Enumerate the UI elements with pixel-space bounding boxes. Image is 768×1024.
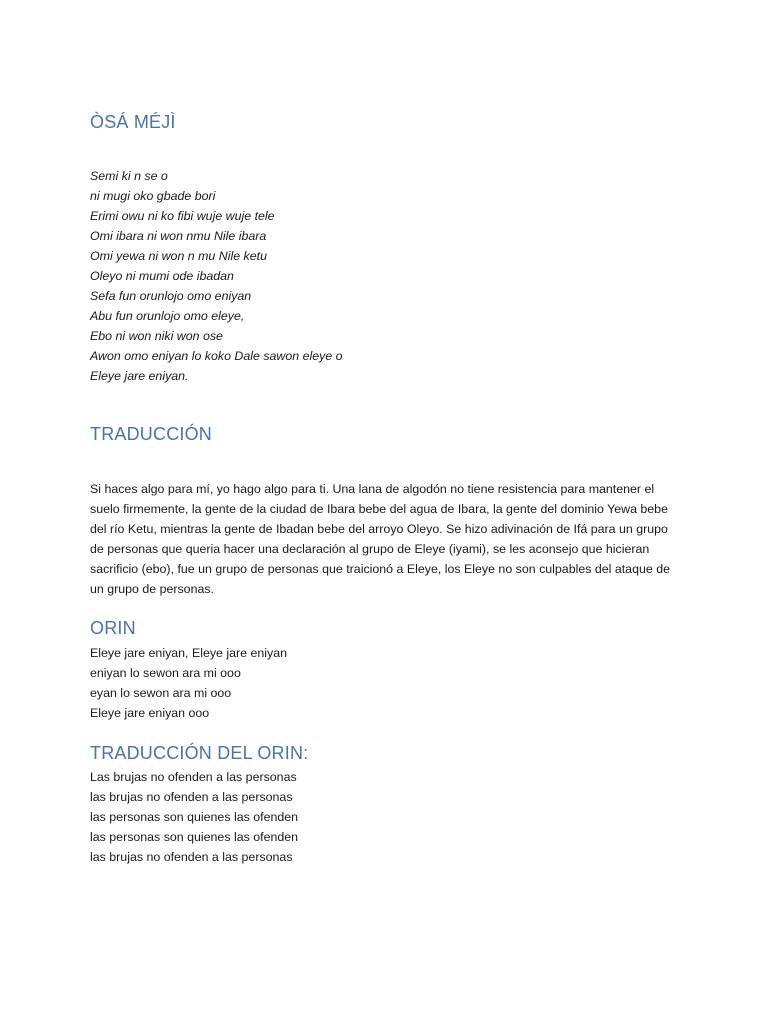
orin-translation-line: las brujas no ofenden a las personas — [90, 850, 293, 864]
verse-line: Omi yewa ni won n mu Nile ketu — [90, 249, 267, 263]
verse-line: ni mugi oko gbade bori — [90, 189, 216, 203]
orin-line: eniyan lo sewon ara mi ooo — [90, 666, 241, 680]
orin-translation — [90, 767, 298, 867]
orin-line: eyan lo sewon ara mi ooo — [90, 686, 232, 700]
document-title: ÒSÁ MÉJÌ — [90, 112, 176, 132]
verse-line: Eleye jare eniyan. — [90, 369, 189, 383]
translation-paragraph: Si haces algo para mí, yo hago algo para ti. Una lana de algodón no tiene resistencia para mantener el suelo firmemente, la gente de la ciudad de Ibara bebe del agua de Ibara, la gente del dominio Yewa bebe del río Ketu, mientras la gente de Ibadan bebe del arroyo Oleyo. Se hizo adivinación de Ifá para un grupo de personas que queria hacer una declaración al grupo de Eleye (iyami), se les aconsejo que hicieran sacrificio (ebo), fue un grupo de personas que traicionó a Eleye, los Eleye no son culpables del ataque de un grupo de personas. — [90, 482, 670, 596]
orin-translation-line: las personas son quienes las ofenden — [90, 830, 299, 844]
orin-translation-heading: TRADUCCIÓN DEL ORIN: — [90, 743, 309, 763]
verse-line: Oleyo ni mumi ode ibadan — [90, 269, 234, 283]
orin-song — [90, 643, 287, 723]
verse-line: Abu fun orunlojo omo eleye, — [90, 309, 245, 323]
orin-heading: ORIN — [90, 618, 136, 638]
verse-line: Erimi owu ni ko fibi wuje wuje tele — [90, 209, 275, 223]
orin-translation-line: Las brujas no ofenden a las personas — [90, 770, 297, 784]
orin-line: Eleye jare eniyan ooo — [90, 706, 210, 720]
verse-line: Sefa fun orunlojo omo eniyan — [90, 289, 252, 303]
verse-line: Awon omo eniyan lo koko Dale sawon eleye o — [90, 349, 343, 363]
orin-translation-line: las personas son quienes las ofenden — [90, 810, 299, 824]
verse-line: Ebo ni won niki won ose — [90, 329, 223, 343]
translation-heading: TRADUCCIÓN — [90, 424, 212, 444]
verse-line: Semi ki n se o — [90, 169, 168, 183]
verse-line: Omi ibara ni won nmu Nile ibara — [90, 229, 267, 243]
orin-translation-line: las brujas no ofenden a las personas — [90, 790, 293, 804]
yoruba-verse — [90, 166, 343, 386]
orin-line: Eleye jare eniyan, Eleye jare eniyan — [90, 646, 287, 660]
